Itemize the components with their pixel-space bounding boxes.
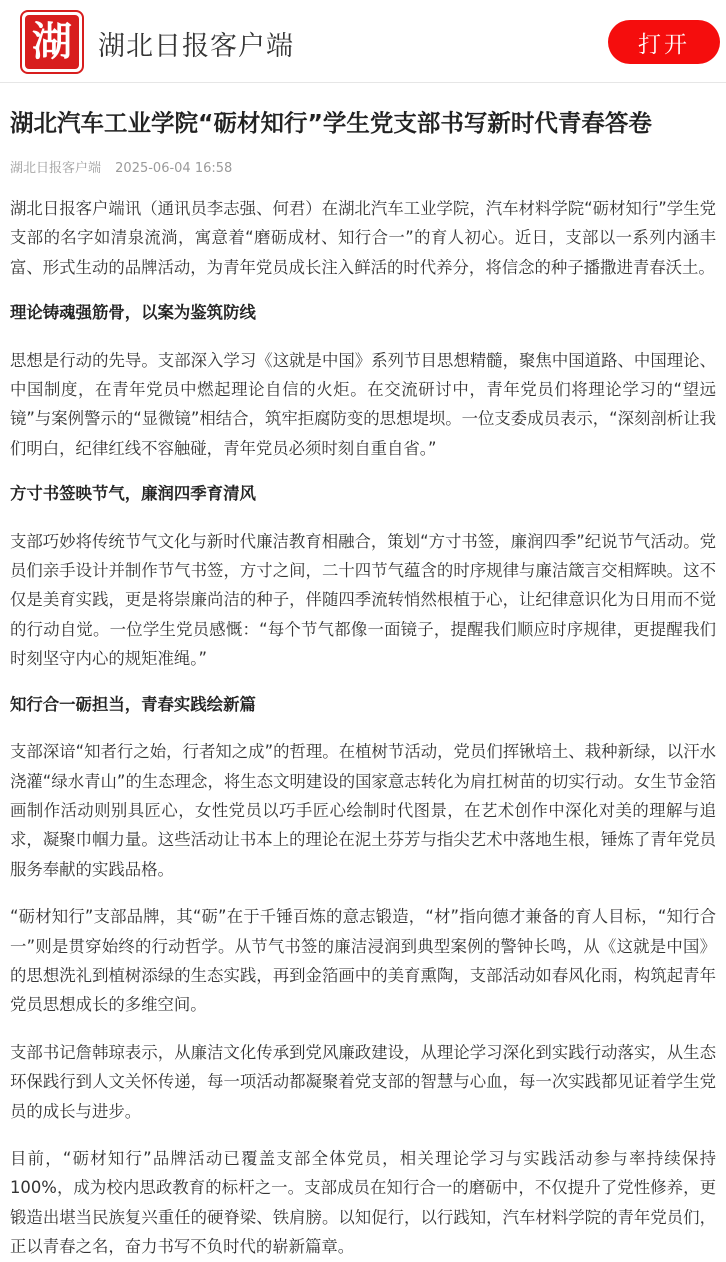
article-paragraph: 支部巧妙将传统节气文化与新时代廉洁教育相融合，策划“方寸书签，廉润四季”纪说节气活动。党员们亲手设计并制作节气书签，方寸之间，二十四节气蕴含的时序规律与廉洁箴言交相辉映。这不仅是美育实践，更是将崇廉尚洁的种子，伴随四季流转悄然根植于心，让纪律意识化为日用而不觉的行动自觉。一位学生党员感慨：“每个节气都像一面镜子，提醒我们顺应时序规律，更提醒我们时刻坚守内心的规矩准绳。”	[10, 531, 716, 669]
article-source: 湖北日报客户端	[10, 161, 102, 176]
article	[0, 101, 726, 1262]
section-heading: 理论铸魂强筋骨，以案为鉴筑防线	[10, 303, 256, 323]
article-paragraph: 支部书记詹韩琼表示，从廉洁文化传承到党风廉政建设，从理论学习深化到实践行动落实，从生态环保践行到人文关怀传递，每一项活动都凝聚着党支部的智慧与心血，每一次实践都见证着学生党员的成长与进步。	[10, 1042, 716, 1121]
open-app-button[interactable]: 打开	[608, 20, 720, 64]
article-paragraph: 思想是行动的先导。支部深入学习《这就是中国》系列节目思想精髓，聚焦中国道路、中国理论、中国制度，在青年党员中燃起理论自信的火炬。在交流研讨中，青年党员们将理论学习的“望远镜”与案例警示的“显微镜”相结合，筑牢拒腐防变的思想堤坝。一位支委成员表示，“深刻剖析让我们明白，纪律红线不容触碰，青年党员必须时刻自重自省。”	[10, 350, 716, 458]
app-logo-mark: 湖	[25, 15, 79, 69]
app-banner	[0, 0, 726, 83]
section-heading: 知行合一砺担当，青春实践绘新篇	[10, 694, 256, 714]
article-body	[10, 194, 716, 1262]
article-date: 2025-06-04 16:58	[115, 161, 233, 176]
section-heading: 方寸书签映节气，廉润四季育清风	[10, 484, 256, 504]
article-paragraph: “砺材知行”支部品牌，其“砺”在于千锤百炼的意志锻造，“材”指向德才兼备的育人目标，“知行合一”则是贯穿始终的行动哲学。从节气书签的廉洁浸润到典型案例的警钟长鸣，从《这就是中国》的思想洗礼到植树添绿的生态实践，再到金箔画中的美育熏陶，支部活动如春风化雨，构筑起青年党员思想成长的多维空间。	[10, 907, 716, 1015]
app-logo[interactable]	[20, 10, 84, 74]
article-paragraph: 目前，“砺材知行”品牌活动已覆盖支部全体党员，相关理论学习与实践活动参与率持续保持100%，成为校内思政教育的标杆之一。支部成员在知行合一的磨砺中，不仅提升了党性修养，更锻造出堪当民族复兴重任的硬脊梁、铁肩膀。以知促行，以行践知，汽车材料学院的青年党员们，正以青春之名，奋力书写不负时代的崭新篇章。	[10, 1148, 716, 1257]
article-meta	[10, 157, 716, 176]
app-name: 湖北日报客户端	[98, 31, 294, 62]
article-paragraph: 湖北日报客户端讯（通讯员李志强、何君）在湖北汽车工业学院，汽车材料学院“砺材知行”学生党支部的名字如清泉流淌，寓意着“磨砺成材、知行合一”的育人初心。近日，支部以一系列内涵丰富、形式生动的品牌活动，为青年党员成长注入鲜活的时代养分，将信念的种子播撒进青春沃土。	[10, 199, 716, 277]
article-paragraph: 支部深谙“知者行之始，行者知之成”的哲理。在植树节活动，党员们挥锹培土、栽种新绿，以汗水浇灌“绿水青山”的生态理念，将生态文明建设的国家意志转化为肩扛树苗的切实行动。女生节金箔画制作活动则别具匠心，女性党员以巧手匠心绘制时代图景，在艺术创作中深化对美的理解与追求，凝聚巾帼力量。这些活动让书本上的理论在泥土芬芳与指尖艺术中落地生根，锤炼了青年党员服务奉献的实践品格。	[10, 742, 716, 879]
article-title: 湖北汽车工业学院“砺材知行”学生党支部书写新时代青春答卷	[10, 109, 652, 137]
